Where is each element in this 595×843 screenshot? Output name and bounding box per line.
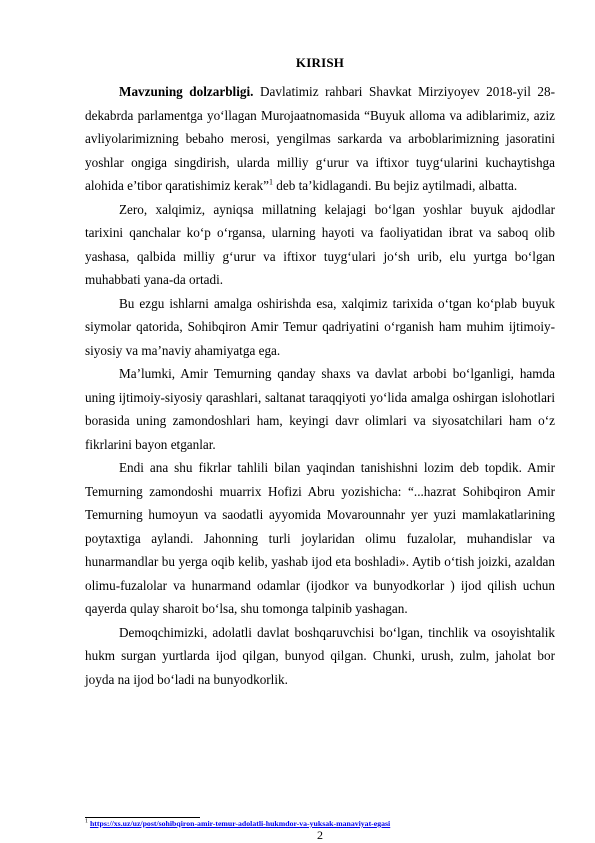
paragraph-6: Demoqchimizki, adolatli davlat boshqaruvchisi bo‘lgan, tinchlik va osoyishtalik hukm surgan yurtlarda ijod qilgan, bunyod qilgan. Chunki, urush, zulm, jaholat bor joyda na ijod bo‘ladi na bunyodkorlik. [85, 624, 555, 687]
paragraph-4: Ma’lumki, Amir Temurning qanday shaxs va davlat arbobi bo‘lganligi, hamda uning ijtimoiy-siyosiy qarashlari, saltanat taraqqiyoti yo‘lida amalga oshirgan islohotlari borasida uning zamondoshlari ham, keyingi davr olimlari va siyosatchilari ham o‘z fikrlarini bayon etganlar. [85, 366, 555, 452]
paragraph-text: Davlatimiz rahbari Shavkat Mirziyoyev 2018-yil 28-dekabrda parlamentga yo‘llagan Murojaatnomasida “Buyuk alloma va adiblarimiz, aziz avliyolarimizning bebaho merosi, yengilmas sarkarda va arboblarimizning jasoratini yoshlar ongiga singdirish, ularda milliy g‘urur va iftixor tuyg‘ularini kuchaytishga alohida e’tibor qaratishimiz kerak” [85, 84, 555, 193]
body-text [85, 80, 555, 691]
footnote-divider [85, 817, 200, 818]
paragraph-3: Bu ezgu ishlarni amalga oshirishda esa, xalqimiz tarixida o‘tgan ko‘plab buyuk siymolar qatorida, Sohibqiron Amir Temur qadriyatini o‘rganish ham muhim ijtimoiy-siyosiy va ma’naviy ahamiyatga ega. [85, 295, 555, 358]
paragraph-tail: deb ta’kidlagandi. Bu bejiz aytilmadi, albatta. [272, 178, 518, 193]
paragraph-5: Endi ana shu fikrlar tahlili bilan yaqindan tanishishni lozim deb topdik. Amir Temurning zamondoshi muarrix Hofizi Abru yozishicha: “...hazrat Sohibqiron Amir Temurning humoyun va saodatli ayyomida Movarounnahr yer yuzi mamlakatlarining poytaxtiga aylandi. Jahonning turli joylaridan olimu fuzalolar, muhandislar va hunarmandlar bu yerga oqib kelib, yashab ijod eta boshladi». Aytib o‘tish joizki, azaldan olimu-fuzalolar va hunarmand odamlar (ijodkor va bunyodkorlar ) ijod qilish uchun qayerda qulay sharoit bo‘lsa, shu tomonga talpinib yashagan. [85, 460, 555, 616]
page-title: KIRISH [295, 55, 345, 70]
paragraph-2: Zero, xalqimiz, ayniqsa millatning kelajagi bo‘lgan yoshlar buyuk ajdodlar tarixini qanchalar ko‘p o‘rgansa, ularning hayoti va faoliyatidan ibrat va saboq olib yashasa, qalbida milliy g‘urur va iftixor tuyg‘ulari jo‘sh urib, elu yurtga bo‘lgan muhabbati yana-da ortadi. [85, 201, 555, 287]
page-number: 2 [317, 828, 323, 842]
paragraph-lead: Mavzuning dolzarbligi. [119, 84, 254, 99]
footnote-number: 1 [85, 818, 88, 825]
footnote-link[interactable]: https://xs.uz/uz/post/sohibqiron-amir-temur-adolatli-hukmdor-va-yuksak-manaviyat-egasi [89, 819, 391, 828]
footnote-reference[interactable]: 1 [268, 177, 273, 187]
paragraph-1 [85, 80, 555, 198]
